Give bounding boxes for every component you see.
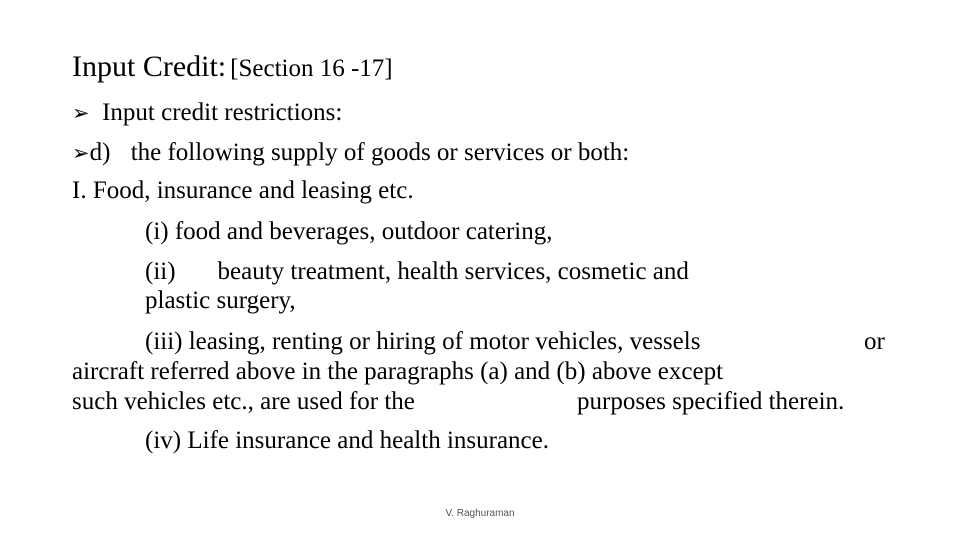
arrow-bullet-icon: ➢ xyxy=(72,101,90,125)
item-i: (i) food and beverages, outdoor catering, xyxy=(145,218,553,245)
heading-I: I. Food, insurance and leasing etc. xyxy=(72,177,414,204)
title-section: [Section 16 -17] xyxy=(230,55,393,82)
bullet-restrictions xyxy=(72,98,342,128)
item-iii-third-line-b: purposes specified therein. xyxy=(577,388,845,415)
item-ii-text: beauty treatment, health services, cosmetic and xyxy=(217,258,689,285)
arrow-bullet-icon: ➢ xyxy=(72,141,90,165)
title-main: Input Credit: xyxy=(72,50,227,83)
d-text: the following supply of goods or services or both: xyxy=(130,139,630,166)
restrictions-text: Input credit restrictions: xyxy=(102,99,343,126)
item-iii-second-line: aircraft referred above in the paragraphs (a) and (b) above except xyxy=(72,358,724,385)
item-iii-first-line: (iii) leasing, renting or hiring of motor vehicles, vessels xyxy=(145,328,701,355)
item-iv: (iv) Life insurance and health insurance. xyxy=(145,427,549,454)
item-ii-continued: plastic surgery, xyxy=(145,287,296,314)
item-ii xyxy=(145,257,689,287)
item-iii-or: or xyxy=(864,328,885,355)
footer-author: V. Raghuraman xyxy=(445,508,515,519)
item-iii-third-line-a: such vehicles etc., are used for the xyxy=(72,388,415,415)
bullet-d xyxy=(72,138,629,168)
slide-title xyxy=(72,50,393,84)
item-ii-label: (ii) xyxy=(145,258,176,285)
d-label: d) xyxy=(89,139,111,166)
